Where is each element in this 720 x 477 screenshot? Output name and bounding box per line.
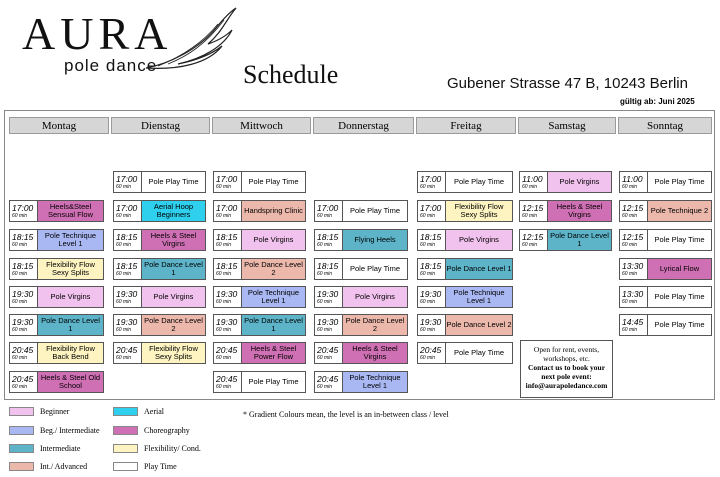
class-time-cell — [114, 230, 142, 250]
class-slot[interactable] — [213, 371, 306, 393]
class-name: Pole Technique 2 — [650, 205, 709, 215]
class-name: Lyrical Flow — [659, 263, 700, 273]
legend-swatch — [113, 407, 138, 416]
class-duration: 60 min — [12, 271, 28, 277]
legend-item — [9, 462, 87, 471]
class-duration: 60 min — [12, 213, 28, 219]
class-duration: 60 min — [522, 242, 538, 248]
class-time: 18:15 — [420, 261, 442, 271]
class-time-cell — [418, 259, 446, 279]
class-time: 13:30 — [622, 261, 644, 271]
class-name: Pole Play Time — [654, 234, 705, 244]
legend-label: Int./ Advanced — [40, 462, 88, 471]
class-time-cell — [418, 343, 446, 363]
legend-label: Play Time — [144, 462, 177, 471]
class-time-cell — [315, 259, 343, 279]
class-name: Pole Technique Level 1 — [247, 287, 300, 305]
class-slot[interactable] — [519, 200, 612, 222]
class-slot[interactable] — [113, 258, 206, 280]
class-duration: 60 min — [420, 242, 436, 248]
legend-swatch — [9, 426, 34, 435]
class-duration: 60 min — [420, 184, 436, 190]
class-time-cell — [520, 172, 548, 192]
class-name: Pole Virgins — [50, 291, 91, 301]
class-name: Pole Technique Level 1 — [349, 372, 401, 390]
class-time-cell — [214, 201, 242, 221]
class-slot[interactable] — [113, 229, 206, 251]
class-slot[interactable] — [9, 286, 104, 308]
class-time-cell — [315, 287, 343, 307]
class-time-cell — [114, 201, 142, 221]
class-name: Pole Play Time — [349, 263, 401, 273]
legend-item — [113, 444, 201, 453]
class-slot[interactable] — [9, 200, 104, 222]
legend-swatch — [9, 407, 34, 416]
class-name: Pole Dance Level 1 — [446, 263, 512, 273]
class-time: 11:00 — [522, 174, 543, 184]
class-slot[interactable] — [213, 258, 306, 280]
legend-label: Flexibility/ Cond. — [144, 444, 201, 453]
class-name: Handspring Clinic — [244, 205, 303, 215]
day-header-montag: Montag — [9, 117, 109, 134]
class-slot[interactable] — [417, 342, 513, 364]
class-duration: 60 min — [12, 355, 28, 361]
class-duration: 60 min — [317, 327, 333, 333]
class-time: 20:45 — [116, 345, 138, 355]
rental-note-text: Open for rent, events, workshops, etc. — [533, 345, 600, 363]
class-slot[interactable] — [417, 171, 513, 193]
class-name: Pole Virgins — [153, 291, 194, 301]
class-time-cell — [620, 230, 648, 250]
class-name: Pole Virgins — [355, 291, 395, 301]
class-time: 18:15 — [12, 232, 34, 242]
class-time: 18:15 — [116, 232, 138, 242]
class-time: 11:00 — [622, 174, 643, 184]
class-duration: 60 min — [522, 213, 538, 219]
class-slot[interactable] — [619, 286, 712, 308]
class-time: 19:30 — [216, 289, 238, 299]
class-time: 17:00 — [317, 203, 339, 213]
class-time: 19:30 — [116, 289, 138, 299]
class-name: Pole Dance Level 2 — [144, 315, 203, 333]
class-name: Pole Play Time — [349, 205, 401, 215]
class-name: Pole Play Time — [654, 291, 705, 301]
class-name: Flexibility Flow Sexy Splits — [454, 201, 504, 219]
class-time-cell — [418, 287, 446, 307]
class-time-cell — [418, 172, 446, 192]
class-time-cell — [10, 230, 38, 250]
class-time-cell — [620, 287, 648, 307]
class-duration: 60 min — [216, 184, 232, 190]
class-name: Heels&Steel Sensual Flow — [47, 201, 94, 219]
class-time-cell — [315, 372, 343, 392]
class-time: 17:00 — [420, 203, 442, 213]
class-time: 18:15 — [420, 232, 442, 242]
class-duration: 60 min — [116, 327, 132, 333]
class-duration: 60 min — [522, 184, 538, 190]
class-duration: 60 min — [317, 271, 333, 277]
class-duration: 60 min — [116, 184, 132, 190]
class-time-cell — [418, 230, 446, 250]
class-duration: 60 min — [216, 213, 232, 219]
legend-swatch — [113, 444, 138, 453]
class-time-cell — [114, 287, 142, 307]
class-time-cell — [10, 201, 38, 221]
class-time-cell — [10, 343, 38, 363]
class-slot[interactable] — [314, 200, 408, 222]
class-time: 18:15 — [216, 232, 238, 242]
class-duration: 60 min — [622, 184, 638, 190]
class-name: Pole Dance Level 1 — [144, 259, 203, 277]
class-duration: 60 min — [12, 384, 28, 390]
class-slot[interactable] — [213, 229, 306, 251]
class-slot[interactable] — [417, 258, 513, 280]
class-name: Heels & Steel Power Flow — [250, 343, 297, 361]
class-time-cell — [418, 315, 446, 335]
class-name: Pole Technique Level 1 — [44, 230, 97, 248]
class-duration: 60 min — [12, 327, 28, 333]
class-name: Heels & Steel Old School — [40, 372, 101, 390]
class-time: 12:15 — [522, 203, 544, 213]
class-time-cell — [315, 201, 343, 221]
class-time-cell — [114, 343, 142, 363]
class-slot[interactable] — [9, 258, 104, 280]
class-slot[interactable] — [113, 286, 206, 308]
class-duration: 60 min — [317, 384, 333, 390]
class-duration: 60 min — [420, 213, 436, 219]
class-duration: 60 min — [317, 355, 333, 361]
class-slot[interactable] — [213, 200, 306, 222]
class-time-cell — [214, 287, 242, 307]
class-slot[interactable] — [619, 229, 712, 251]
class-slot[interactable] — [619, 258, 712, 280]
class-duration: 60 min — [216, 384, 232, 390]
class-slot[interactable] — [314, 342, 408, 364]
class-time: 17:00 — [116, 203, 138, 213]
class-slot[interactable] — [417, 314, 513, 336]
class-duration: 60 min — [116, 299, 132, 305]
class-slot[interactable] — [417, 200, 513, 222]
legend-item — [9, 426, 100, 435]
day-header-dienstag: Dienstag — [111, 117, 210, 134]
brand-logo — [8, 4, 238, 84]
class-time: 18:15 — [317, 232, 339, 242]
class-name: Pole Play Time — [654, 319, 705, 329]
class-name: Flexibility Flow Sexy Splits — [149, 343, 198, 361]
class-name: Pole Dance Level 1 — [550, 230, 609, 248]
class-time-cell — [10, 315, 38, 335]
class-slot[interactable] — [519, 229, 612, 251]
class-time-cell — [114, 259, 142, 279]
day-header-samstag: Samstag — [518, 117, 616, 134]
class-name: Pole Play Time — [148, 176, 199, 186]
class-time-cell — [620, 201, 648, 221]
class-slot[interactable] — [9, 314, 104, 336]
class-time-cell — [214, 230, 242, 250]
studio-address: Gubener Strasse 47 B, 10243 Berlin — [447, 75, 688, 92]
class-time-cell — [10, 372, 38, 392]
class-slot[interactable] — [314, 371, 408, 393]
legend-item — [113, 426, 190, 435]
legend-item — [9, 407, 69, 416]
class-slot[interactable] — [314, 286, 408, 308]
class-time-cell — [214, 343, 242, 363]
class-time-cell — [620, 172, 648, 192]
class-time-cell — [214, 172, 242, 192]
legend-label: Aerial — [144, 407, 164, 416]
legend-item — [113, 407, 164, 416]
class-time: 18:15 — [216, 261, 238, 271]
class-time: 20:45 — [317, 345, 339, 355]
class-time-cell — [315, 230, 343, 250]
class-time: 19:30 — [420, 317, 442, 327]
class-slot[interactable] — [9, 342, 104, 364]
class-name: Pole Play Time — [453, 347, 505, 357]
class-slot[interactable] — [113, 200, 206, 222]
class-time: 20:45 — [12, 374, 34, 384]
class-slot[interactable] — [619, 314, 712, 336]
class-time: 17:00 — [116, 174, 138, 184]
class-time: 20:45 — [317, 374, 339, 384]
class-slot[interactable] — [417, 229, 513, 251]
class-name: Pole Play Time — [453, 176, 505, 186]
class-name: Pole Virgins — [459, 234, 499, 244]
class-slot[interactable] — [9, 229, 104, 251]
class-time: 19:30 — [116, 317, 138, 327]
class-slot[interactable] — [113, 342, 206, 364]
legend-swatch — [113, 462, 138, 471]
class-time: 20:45 — [216, 345, 238, 355]
class-duration: 60 min — [216, 299, 232, 305]
class-duration: 60 min — [116, 213, 132, 219]
class-slot[interactable] — [213, 171, 306, 193]
class-time: 17:00 — [12, 203, 34, 213]
class-name: Flexibility Flow Back Bend — [46, 343, 95, 361]
class-slot[interactable] — [417, 286, 513, 308]
class-time-cell — [214, 372, 242, 392]
class-duration: 60 min — [420, 299, 436, 305]
legend-label: Beginner — [40, 407, 70, 416]
class-slot[interactable] — [213, 286, 306, 308]
class-time: 14:45 — [622, 317, 644, 327]
class-time-cell — [620, 259, 648, 279]
class-time: 19:30 — [317, 289, 339, 299]
class-duration: 60 min — [12, 242, 28, 248]
class-duration: 60 min — [622, 271, 638, 277]
legend-item — [113, 462, 177, 471]
class-time-cell — [418, 201, 446, 221]
class-duration: 60 min — [622, 299, 638, 305]
class-name: Pole Play Time — [248, 376, 299, 386]
class-duration: 60 min — [622, 242, 638, 248]
class-duration: 60 min — [420, 355, 436, 361]
legend-swatch — [9, 444, 34, 453]
class-duration: 60 min — [420, 327, 436, 333]
day-header-donnerstag: Donnerstag — [313, 117, 414, 134]
class-time: 13:30 — [622, 289, 644, 299]
class-time-cell — [520, 201, 548, 221]
day-header-sonntag: Sonntag — [618, 117, 712, 134]
class-time-cell — [520, 230, 548, 250]
class-slot[interactable] — [213, 342, 306, 364]
class-name: Pole Play Time — [248, 176, 299, 186]
legend-swatch — [9, 462, 34, 471]
class-duration: 60 min — [116, 271, 132, 277]
class-time: 17:00 — [420, 174, 442, 184]
class-time-cell — [114, 172, 142, 192]
class-slot[interactable] — [314, 314, 408, 336]
class-time-cell — [315, 315, 343, 335]
class-time: 18:15 — [116, 261, 138, 271]
logo-subtitle: pole dance — [64, 56, 158, 75]
class-time: 12:15 — [522, 232, 544, 242]
class-duration: 60 min — [317, 299, 333, 305]
class-duration: 60 min — [420, 271, 436, 277]
class-name: Pole Play Time — [654, 176, 705, 186]
class-name: Heels & Steel Virgins — [150, 230, 197, 248]
class-time: 19:30 — [12, 317, 34, 327]
legend-item — [9, 444, 80, 453]
class-time: 12:15 — [622, 203, 644, 213]
class-slot[interactable] — [9, 371, 104, 393]
day-header-mittwoch: Mittwoch — [212, 117, 311, 134]
class-slot[interactable] — [213, 314, 306, 336]
class-name: Pole Virgins — [559, 176, 600, 186]
class-name: Pole Dance Level 1 — [41, 315, 100, 333]
class-name: Heels & Steel Virgins — [352, 343, 398, 361]
class-name: Pole Dance Level 2 — [345, 315, 405, 333]
class-time: 18:15 — [12, 261, 34, 271]
class-duration: 60 min — [216, 242, 232, 248]
class-slot[interactable] — [113, 171, 206, 193]
legend-swatch — [113, 426, 138, 435]
page-title: Schedule — [243, 60, 339, 89]
class-slot[interactable] — [113, 314, 206, 336]
class-time: 19:30 — [12, 289, 34, 299]
class-slot[interactable] — [619, 171, 712, 193]
class-name: Pole Dance Level 2 — [446, 319, 512, 329]
class-time: 20:45 — [12, 345, 34, 355]
class-time: 19:30 — [420, 289, 442, 299]
class-slot[interactable] — [314, 229, 408, 251]
class-time: 20:45 — [216, 374, 238, 384]
class-time: 19:30 — [216, 317, 238, 327]
class-time-cell — [114, 315, 142, 335]
class-time-cell — [10, 259, 38, 279]
valid-from-label: gültig ab: Juni 2025 — [620, 97, 695, 106]
class-duration: 60 min — [116, 355, 132, 361]
class-name: Flying Heels — [354, 234, 396, 244]
rental-note — [520, 340, 613, 398]
class-duration: 60 min — [12, 299, 28, 305]
class-slot[interactable] — [519, 171, 612, 193]
class-time: 17:00 — [216, 174, 238, 184]
class-time: 18:15 — [317, 261, 339, 271]
class-duration: 60 min — [216, 327, 232, 333]
class-time-cell — [10, 287, 38, 307]
class-name: Aerial Hoop Beginners — [153, 201, 194, 219]
class-name: Pole Dance Level 1 — [244, 315, 303, 333]
class-time-cell — [315, 343, 343, 363]
class-name: Heels & Steel Virgins — [556, 201, 603, 219]
class-slot[interactable] — [314, 258, 408, 280]
class-duration: 60 min — [216, 271, 232, 277]
legend-label: Intermediate — [40, 444, 81, 453]
class-time: 17:00 — [216, 203, 238, 213]
day-header-freitag: Freitag — [416, 117, 516, 134]
legend-label: Choreography — [144, 426, 190, 435]
wing-icon — [138, 6, 238, 76]
class-duration: 60 min — [116, 242, 132, 248]
class-name: Flexibility Flow Sexy Splits — [46, 259, 95, 277]
class-time: 20:45 — [420, 345, 442, 355]
class-time-cell — [620, 315, 648, 335]
logo-text: AURA — [22, 8, 173, 59]
class-duration: 60 min — [216, 355, 232, 361]
class-duration: 60 min — [622, 327, 638, 333]
gradient-footnote: * Gradient Colours mean, the level is an in-between class / level — [243, 410, 449, 419]
class-name: Pole Technique Level 1 — [453, 287, 505, 305]
class-time: 12:15 — [622, 232, 644, 242]
class-duration: 60 min — [317, 213, 333, 219]
legend-label: Beg./ Intermediate — [40, 426, 100, 435]
class-duration: 60 min — [317, 242, 333, 248]
class-slot[interactable] — [619, 200, 712, 222]
rental-note-contact: Contact us to book your next pole event: info@aurapoledance.com — [525, 363, 608, 390]
class-duration: 60 min — [622, 213, 638, 219]
class-time-cell — [214, 259, 242, 279]
class-time-cell — [214, 315, 242, 335]
class-name: Pole Dance Level 2 — [244, 259, 303, 277]
class-name: Pole Virgins — [253, 234, 294, 244]
class-time: 19:30 — [317, 317, 339, 327]
